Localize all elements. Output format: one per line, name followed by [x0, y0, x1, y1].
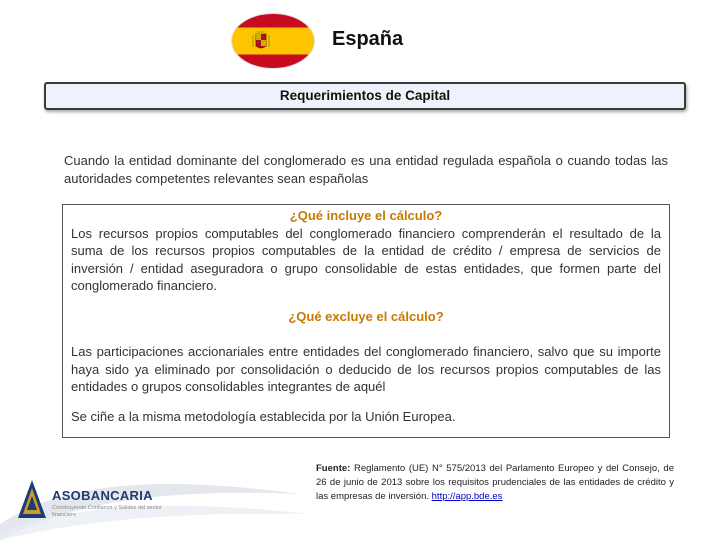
section-title: Requerimientos de Capital	[279, 88, 451, 103]
logo-tagline: Construyendo Confianza y Solidez del sector financiero	[52, 505, 162, 518]
spain-flag-icon	[232, 14, 314, 68]
source-label: Fuente:	[316, 463, 351, 474]
intro-paragraph	[64, 152, 668, 188]
section-title-bar	[44, 82, 686, 110]
coat-of-arms-icon	[252, 31, 270, 51]
includes-heading: ¿Qué incluye el cálculo?	[289, 208, 443, 223]
excludes-heading: ¿Qué excluye el cálculo?	[288, 308, 444, 324]
methodology-paragraph: Se ciñe a la misma metodología establecida por la Unión Europea.	[71, 408, 456, 424]
logo-wordmark: ASOBANCARIA	[52, 488, 153, 503]
calculation-box	[62, 204, 670, 438]
intro-text: Cuando la entidad dominante del conglomerado es una entidad regulada española o cuando todas las autoridades competentes relevantes sean españolas	[64, 153, 668, 186]
page-title: España	[332, 28, 404, 50]
includes-paragraph: Los recursos propios computables del conglomerado financiero comprenderán el resultado de la suma de los recursos propios computables de la entidad de crédito / empresa de servicios de inversión / entidad aseguradora o grupo consolidable de estas entidades, que formen parte del conglomerado financiero.	[71, 225, 661, 293]
asobancaria-logo-icon	[16, 478, 48, 522]
excludes-paragraph: Las participaciones accionariales entre entidades del conglomerado financiero, salvo que su importe haya sido ya eliminado por consolidación o deducido de los recursos propios computables de las entidades o grupos consolidables integrantes de aquél	[71, 344, 661, 394]
source-link[interactable]: http://app.bde.es	[431, 491, 503, 502]
source-footnote	[316, 462, 674, 504]
asobancaria-logo	[16, 468, 166, 532]
source-text: Reglamento (UE) N° 575/2013 del Parlamento Europeo y del Consejo, de 26 de junio de 2013 sobre los requisitos prudenciales de las entidades de crédito y las empresas de inversión.	[316, 463, 675, 502]
